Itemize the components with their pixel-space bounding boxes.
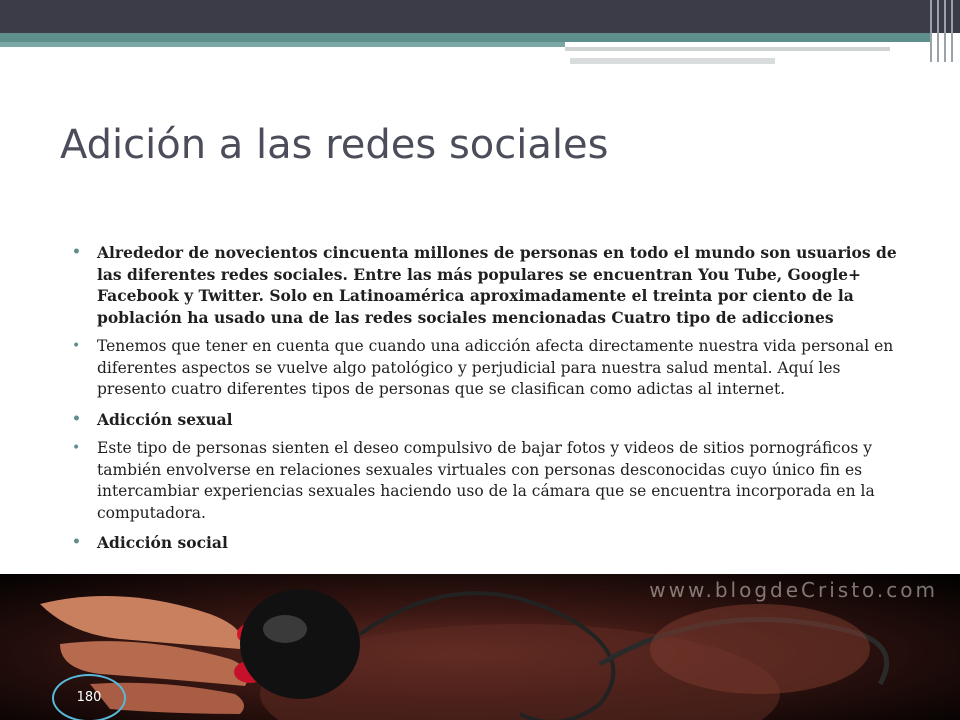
bullet-item bbox=[72, 242, 907, 328]
decorative-line bbox=[570, 58, 775, 64]
bullet-icon: • bbox=[72, 534, 81, 550]
slide-title: Adición a las redes sociales bbox=[60, 122, 609, 168]
watermark-text: www.blogdeCristo.com bbox=[649, 578, 938, 602]
decorative-stripe bbox=[930, 0, 932, 62]
bullet-item bbox=[72, 409, 907, 431]
bullet-item bbox=[72, 438, 907, 524]
decorative-stripe bbox=[944, 0, 946, 62]
bullet-list bbox=[72, 242, 907, 562]
badge-icon: 180 bbox=[52, 674, 126, 720]
bullet-icon: • bbox=[72, 440, 81, 456]
bullet-text: Alrededor de novecientos cincuenta millones de personas en todo el mundo son usuarios de las diferentes redes sociales. Entre las más populares se encuentran You Tube, Google+ Facebook y Twitter. Solo en Latinoamérica aproximadamente el treinta por ciento de la población ha usado una de las redes sociales mencionadas Cuatro tipo de adicciones bbox=[97, 243, 897, 327]
bullet-icon: • bbox=[72, 338, 81, 354]
accent-band-secondary bbox=[0, 42, 565, 47]
decorative-line bbox=[565, 47, 890, 51]
bullet-item bbox=[72, 532, 907, 554]
top-bar bbox=[0, 0, 960, 33]
slide-image bbox=[0, 574, 960, 720]
bullet-text: Tenemos que tener en cuenta que cuando una adicción afecta directamente nuestra vida personal en diferentes aspectos se vuelve algo patológico y perjudicial para nuestra salud mental. Aquí les presento cuatro diferentes tipos de personas que se clasifican como adictas al internet. bbox=[97, 337, 894, 398]
bullet-icon: • bbox=[72, 410, 81, 427]
bullet-item bbox=[72, 336, 907, 401]
accent-band bbox=[0, 33, 930, 42]
bullet-icon: • bbox=[72, 244, 81, 260]
bullet-text: Este tipo de personas sienten el deseo compulsivo de bajar fotos y videos de sitios pornográficos y también envolverse en relaciones sexuales virtuales con personas desconocidas cuyo único fin es intercambiar experiencias sexuales haciendo uso de la cámara que se encuentra incorporada en la computadora. bbox=[97, 439, 875, 522]
bullet-text: Adicción social bbox=[97, 533, 228, 552]
decorative-stripe bbox=[951, 0, 953, 62]
bullet-text: Adicción sexual bbox=[97, 409, 233, 429]
decorative-stripe bbox=[937, 0, 939, 62]
